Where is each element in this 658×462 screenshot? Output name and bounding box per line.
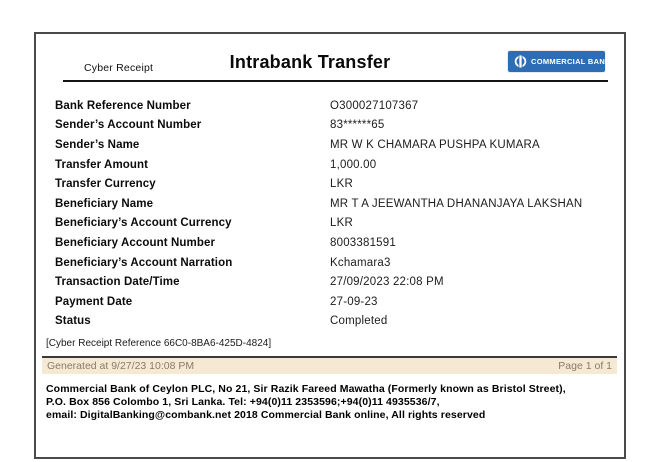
field-label: Beneficiary’s Account Narration (55, 256, 233, 269)
field-label: Bank Reference Number (55, 99, 191, 112)
field-row (55, 155, 616, 175)
field-label: Payment Date (55, 295, 133, 308)
field-row (55, 253, 616, 273)
page-title: Intrabank Transfer (229, 52, 391, 72)
receipt-header (36, 34, 624, 81)
bank-footer (46, 383, 614, 422)
field-label: Transfer Currency (55, 178, 156, 191)
field-label: Beneficiary Name (55, 197, 154, 210)
field-row (55, 194, 616, 214)
commercial-bank-icon (514, 55, 527, 68)
field-row (55, 96, 616, 116)
field-label: Beneficiary’s Account Currency (55, 217, 232, 230)
field-row (55, 135, 616, 155)
footer-copyright-line: email: DigitalBanking@combank.net 2018 Commercial Bank online, All rights reserved (46, 408, 486, 421)
page-indicator: Page 1 of 1 (558, 360, 612, 372)
field-value: LKR (330, 178, 353, 191)
field-label: Sender’s Account Number (55, 119, 202, 132)
header-divider (63, 80, 608, 82)
bank-logo (508, 51, 611, 72)
field-value: O300027107367 (330, 99, 419, 112)
field-label: Sender’s Name (55, 138, 140, 151)
bank-logo-text: COMMERCIAL BANK (531, 57, 611, 66)
receipt-type-label: Cyber Receipt (84, 62, 154, 74)
generated-at-text: Generated at 9/27/23 10:08 PM (47, 360, 195, 372)
field-value: MR W K CHAMARA PUSHPA KUMARA (330, 138, 540, 151)
footer-address-line: Commercial Bank of Ceylon PLC, No 21, Sir Razik Fareed Mawatha (Formerly known as Bristol Street), (46, 383, 566, 395)
field-value: 1,000.00 (330, 158, 377, 171)
field-row (55, 214, 616, 234)
field-label: Transfer Amount (55, 158, 149, 171)
field-value: MR T A JEEWANTHA DHANANJAYA LAKSHAN (330, 197, 583, 210)
receipt-fields (55, 96, 616, 331)
footer-contact-line: P.O. Box 856 Colombo 1, Sri Lanka. Tel: +94(0)11 2353596;+94(0)11 4935536/7, (46, 395, 440, 408)
field-value: Completed (330, 315, 388, 328)
field-row (55, 312, 616, 332)
field-label: Beneficiary Account Number (55, 236, 216, 249)
field-value: LKR (330, 217, 353, 230)
field-row (55, 272, 616, 292)
field-row (55, 233, 616, 253)
field-row (55, 116, 616, 136)
field-label: Transaction Date/Time (55, 276, 180, 289)
generated-bar (42, 356, 617, 374)
field-value: Kchamara3 (330, 256, 391, 269)
field-row (55, 174, 616, 194)
field-value: 83******65 (330, 119, 385, 132)
receipt-frame (34, 32, 626, 459)
field-value: 8003381591 (330, 236, 396, 249)
field-label: Status (55, 315, 91, 328)
field-value: 27-09-23 (330, 295, 378, 308)
field-value: 27/09/2023 22:08 PM (330, 276, 444, 289)
cyber-receipt-reference: [Cyber Receipt Reference 66C0-8BA6-425D-4824] (46, 338, 272, 349)
field-row (55, 292, 616, 312)
